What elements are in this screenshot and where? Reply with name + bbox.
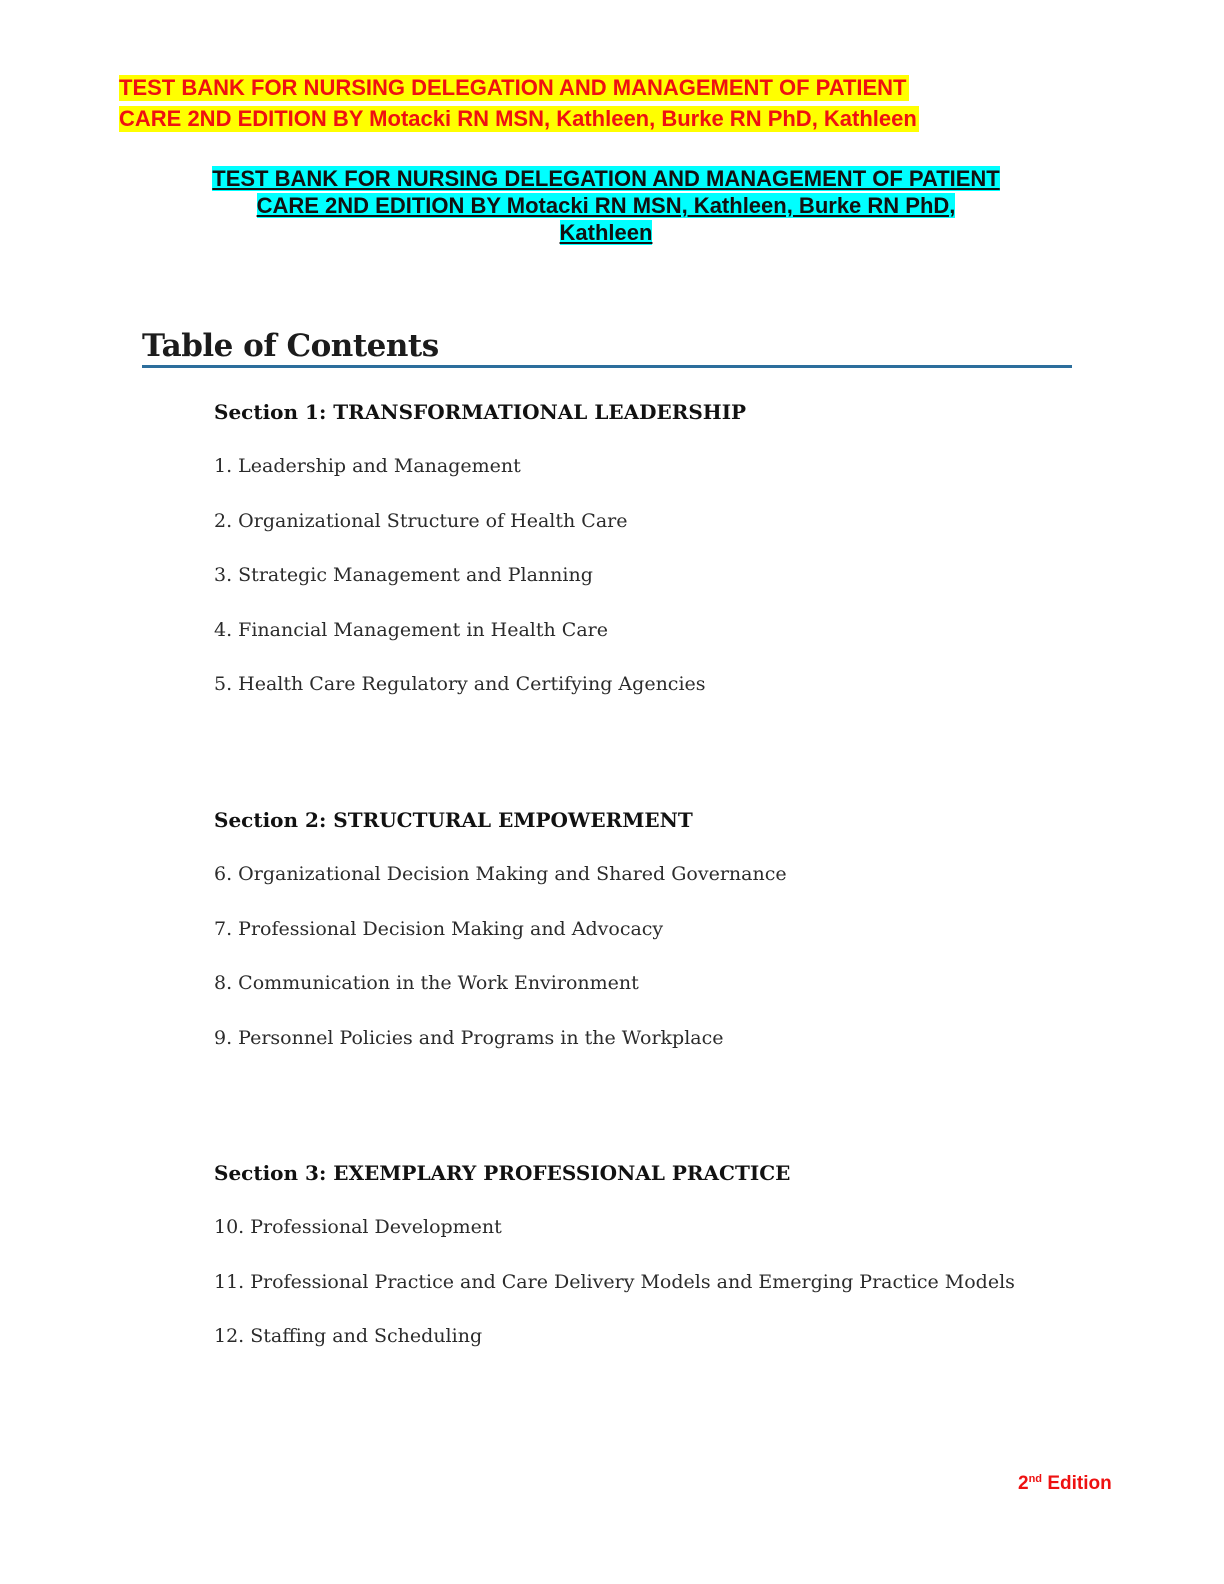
toc-section-title: Section 3: EXEMPLARY PROFESSIONAL PRACTICE — [214, 1161, 791, 1185]
cyan-title-line-1: TEST BANK FOR NURSING DELEGATION AND MANAGEMENT OF PATIENT — [212, 166, 1000, 191]
edition-number: 2 — [1018, 1473, 1029, 1494]
toc-entry: 7. Professional Decision Making and Advocacy — [214, 918, 664, 940]
cyan-title-line-3: Kathleen — [559, 220, 653, 245]
toc-entry: 1. Leadership and Management — [214, 455, 521, 477]
toc-entry: 9. Personnel Policies and Programs in the Workplace — [214, 1027, 724, 1049]
toc-section-title: Section 2: STRUCTURAL EMPOWERMENT — [214, 808, 693, 832]
toc-entry: 11. Professional Practice and Care Delivery Models and Emerging Practice Models — [214, 1271, 1015, 1293]
toc-entry: 6. Organizational Decision Making and Shared Governance — [214, 863, 787, 885]
toc-entry: 3. Strategic Management and Planning — [214, 564, 593, 586]
toc-entry: 4. Financial Management in Health Care — [214, 619, 608, 641]
toc-entry: 10. Professional Development — [214, 1216, 502, 1238]
edition-suffix: nd — [1028, 1473, 1043, 1485]
toc-entry: 12. Staffing and Scheduling — [214, 1325, 483, 1347]
highlighted-document-title — [119, 72, 1079, 134]
edition-word: Edition — [1047, 1473, 1112, 1494]
toc-entry: 2. Organizational Structure of Health Care — [214, 510, 628, 532]
edition-label — [1018, 1471, 1112, 1497]
toc-heading: Table of Contents — [142, 327, 1072, 368]
yellow-title-line-1: TEST BANK FOR NURSING DELEGATION AND MANAGEMENT OF PATIENT — [119, 75, 907, 100]
yellow-title-line-2: CARE 2ND EDITION BY Motacki RN MSN, Kathleen, Burke RN PhD, Kathleen — [119, 106, 917, 131]
highlighted-document-subtitle — [112, 165, 1100, 246]
toc-section-title: Section 1: TRANSFORMATIONAL LEADERSHIP — [214, 400, 747, 424]
cyan-title-line-2: CARE 2ND EDITION BY Motacki RN MSN, Kathleen, Burke RN PhD, — [256, 193, 956, 218]
toc-entry: 8. Communication in the Work Environment — [214, 972, 639, 994]
toc-entry: 5. Health Care Regulatory and Certifying Agencies — [214, 673, 706, 695]
